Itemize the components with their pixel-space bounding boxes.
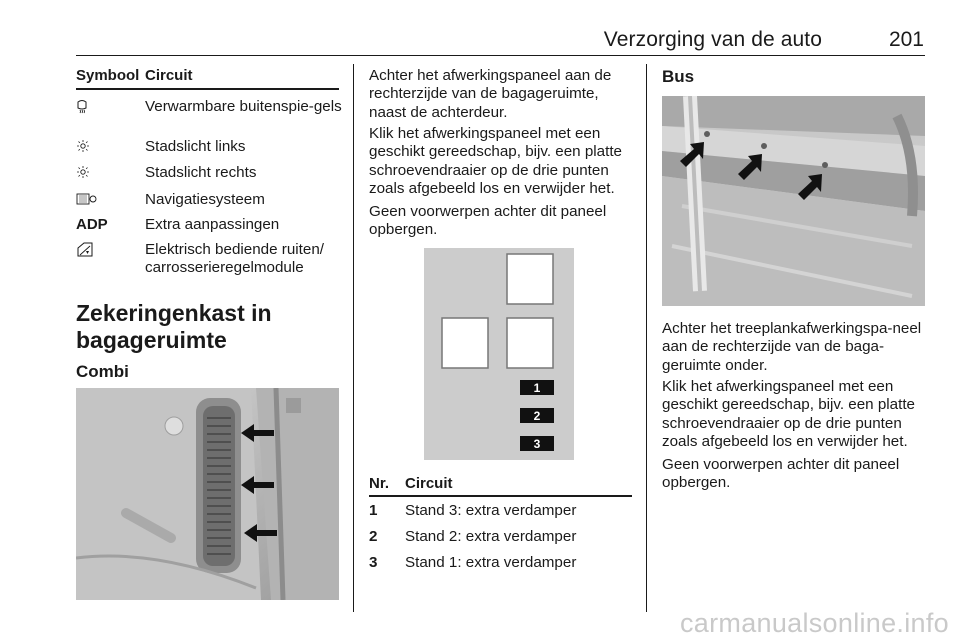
adp-symbol: ADP bbox=[76, 216, 108, 233]
nr-table-circuit: Stand 3: extra verdamper bbox=[405, 502, 577, 519]
nr-table-number: 3 bbox=[369, 554, 378, 571]
middle-paragraph-3: Geen voorwerpen achter dit paneel opbergen. bbox=[369, 203, 607, 239]
page-header-title: Verzorging van de auto bbox=[603, 28, 822, 51]
symbol-table-circuit: Extra aanpassingen bbox=[145, 216, 280, 233]
right-paragraph-1: Achter het treeplankafwerkingspa-neel aan de rechterzijde van de baga-geruimte onder. bbox=[662, 320, 922, 374]
fuse-label-3: 3 bbox=[533, 437, 541, 451]
fuse-label-1: 1 bbox=[533, 381, 541, 395]
page-number: 201 bbox=[888, 28, 924, 51]
symbol-table-header-circuit: Circuit bbox=[145, 67, 193, 84]
section-heading: Zekeringenkast in bagageruimte bbox=[76, 300, 272, 353]
nr-table-header-circuit: Circuit bbox=[405, 475, 453, 492]
middle-paragraph-1: Achter het afwerkingspaneel aan de rechterzijde van de bagageruimte, naast de achterdeur. bbox=[369, 67, 612, 121]
column-divider-left bbox=[353, 64, 354, 612]
nr-table-rule bbox=[369, 495, 632, 497]
side-light-icon bbox=[76, 165, 90, 183]
subheading-combi: Combi bbox=[76, 362, 129, 381]
symbol-table-header-symbol: Symbool bbox=[76, 67, 140, 84]
heated-mirror-icon bbox=[76, 99, 88, 119]
power-window-icon bbox=[76, 242, 94, 262]
fuse-label-2: 2 bbox=[533, 409, 541, 423]
column-divider-right bbox=[646, 64, 647, 612]
nr-table-circuit: Stand 1: extra verdamper bbox=[405, 554, 577, 571]
nr-table-circuit: Stand 2: extra verdamper bbox=[405, 528, 577, 545]
bus-trunk-photo bbox=[662, 96, 925, 306]
symbol-table-rule bbox=[76, 88, 339, 90]
navigation-icon bbox=[76, 192, 98, 210]
nr-table-header-nr: Nr. bbox=[369, 475, 390, 492]
right-paragraph-3: Geen voorwerpen achter dit paneel opbergen. bbox=[662, 456, 900, 492]
symbol-table-circuit: Elektrisch bediende ruiten/ carrosserieregelmodule bbox=[145, 241, 324, 277]
symbol-table-circuit: Verwarmbare buitenspie-gels bbox=[145, 98, 342, 115]
right-paragraph-2: Klik het afwerkingspaneel met een geschikt gereedschap, bijv. een platte schroevendraaier op de drie punten zoals afgebeeld los en verwijder het. bbox=[662, 378, 916, 451]
nr-table-number: 1 bbox=[369, 502, 378, 519]
fuse-box-diagram bbox=[369, 248, 632, 460]
header-rule bbox=[76, 55, 925, 56]
watermark: carmanualsonline.info bbox=[680, 608, 949, 638]
combi-trunk-photo bbox=[76, 388, 339, 600]
subheading-bus: Bus bbox=[662, 67, 695, 86]
symbol-table-circuit: Stadslicht rechts bbox=[145, 164, 257, 181]
symbol-table-circuit: Navigatiesysteem bbox=[145, 191, 265, 208]
nr-table-number: 2 bbox=[369, 528, 378, 545]
symbol-table-circuit: Stadslicht links bbox=[145, 138, 246, 155]
side-light-icon bbox=[76, 139, 90, 157]
middle-paragraph-2: Klik het afwerkingspaneel met een geschikt gereedschap, bijv. een platte schroevendraaier op de drie punten zoals afgebeeld los en verwijder het. bbox=[369, 125, 623, 198]
